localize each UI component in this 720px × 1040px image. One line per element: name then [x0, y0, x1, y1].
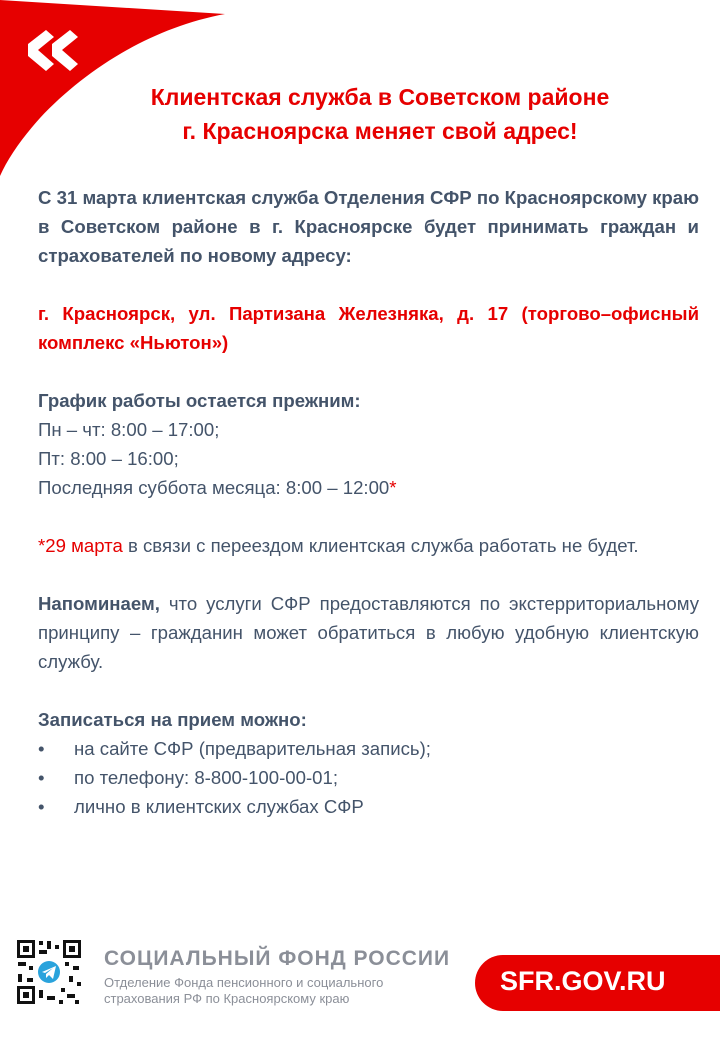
reminder-paragraph: [38, 589, 699, 676]
sfr-logo-icon: [22, 24, 82, 76]
page-title: [80, 80, 680, 148]
org-subtitle-line-1: Отделение Фонда пенсионного и социального: [104, 975, 384, 990]
reminder-lead: Напоминаем,: [38, 593, 160, 614]
reminder-text: что услуги СФР предоставляются по экстерриториальному принципу – гражданин может обратиться в любую удобную клиентскую службу.: [38, 593, 699, 672]
list-item: [38, 734, 699, 763]
schedule-item: [38, 473, 699, 502]
bullet-icon: •: [38, 796, 45, 817]
title-line-1: Клиентская служба в Советском районе: [150, 84, 610, 110]
schedule-saturday: Последняя суббота месяца: 8:00 – 12:00: [38, 477, 390, 498]
content: [38, 183, 699, 821]
org-subtitle-line-2: страхования РФ по Красноярскому краю: [104, 991, 350, 1006]
bullet-icon: •: [38, 767, 45, 788]
schedule-block: [38, 386, 699, 502]
list-item-text: лично в клиентских службах СФР: [74, 796, 364, 817]
closure-note: [38, 531, 699, 560]
appointment-heading: Записаться на прием можно:: [38, 709, 307, 730]
list-item-text: на сайте СФР (предварительная запись);: [74, 738, 431, 759]
schedule-heading: График работы остается прежним:: [38, 390, 361, 411]
site-link[interactable]: SFR.GOV.RU: [500, 966, 666, 996]
org-name: СОЦИАЛЬНЫЙ ФОНД РОССИИ: [104, 947, 451, 970]
bullet-icon: •: [38, 738, 45, 759]
list-item-text: по телефону: 8-800-100-00-01;: [74, 767, 339, 788]
intro-paragraph: С 31 марта клиентская служба Отделения СФР по Красноярскому краю в Советском районе в г. Красноярске будет принимать граждан и страхователей по новому адресу:: [38, 187, 699, 266]
list-item: [38, 763, 699, 792]
schedule-item: Пт: 8:00 – 16:00;: [38, 448, 179, 469]
org-subtitle: [104, 975, 383, 1007]
closure-text: в связи с переездом клиентская служба работать не будет.: [122, 535, 639, 556]
schedule-item: Пн – чт: 8:00 – 17:00;: [38, 419, 220, 440]
schedule-asterisk: *: [389, 477, 397, 498]
list-item: [38, 792, 699, 821]
appointment-list: [38, 734, 699, 821]
new-address: г. Красноярск, ул. Партизана Железняка, д. 17 (торгово–офисный комплекс «Ньютон»): [38, 303, 699, 353]
title-line-2: г. Красноярска меняет свой адрес!: [182, 118, 578, 144]
closure-date: *29 марта: [38, 535, 123, 556]
qr-code-telegram-icon[interactable]: [15, 938, 83, 1006]
